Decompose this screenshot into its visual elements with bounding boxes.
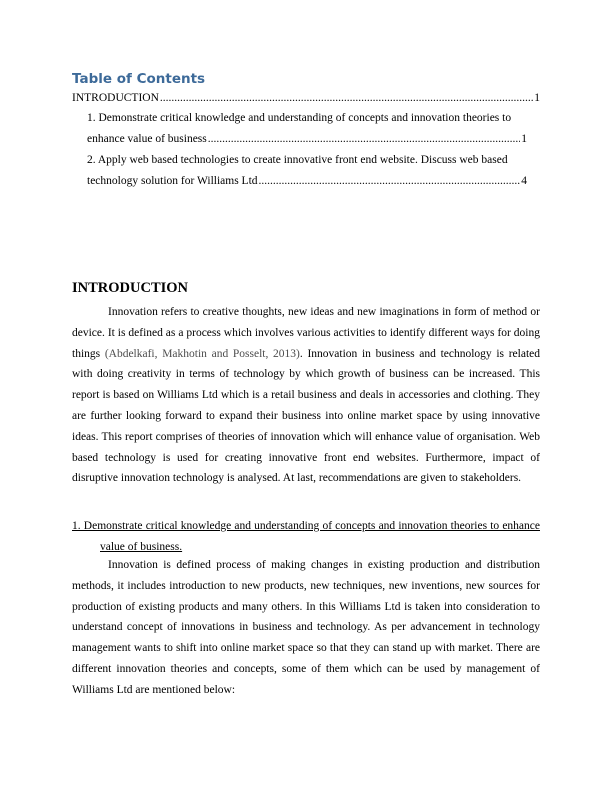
toc-entry-section-1-line-1[interactable]	[87, 111, 540, 125]
intro-text-end: . Innovation in business and technology is related with doing creativity in terms of technology by which growth of business can be increased. This report is based on Williams Ltd which is a retail business and deals in accessories and clothing. They are further looking forward to expand their business into online market space by using innovative ideas. This report comprises of theories of innovation which will enhance value of organisation. Web based technology is used for creating innovative front end websites. Furthermore, impact of disruptive innovation technology is analysed. At last, recommendations are given to stakeholders.	[72, 347, 540, 485]
section-1-paragraph: Innovation is defined process of making changes in existing production and distribution methods, it includes introduction to new products, new techniques, new inventions, new sources for production of existing products and many others. In this Williams Ltd is taken into consideration to understand concept of innovations in business and technology. As per advancement in technology management wants to shift into online market space so that they can stand up with market. There are different innovation theories and concepts, some of them which can be used by management of Williams Ltd are mentioned below:	[72, 559, 540, 696]
toc-entry-section-2-line-1[interactable]	[87, 153, 540, 167]
toc-page-number: 1	[521, 133, 527, 145]
toc-leader-dots	[259, 174, 521, 188]
introduction-paragraph	[72, 302, 540, 489]
intro-text-start: Innovation refers to creative thoughts, new ideas and new imaginations in form of method or device. It is defined as a process which involves various activities to identify different ways for doing things	[72, 306, 540, 360]
toc-entry-introduction[interactable]	[72, 91, 540, 105]
toc-entry-label: technology solution for Williams Ltd	[87, 175, 258, 187]
toc-title: Table of Contents	[72, 71, 206, 87]
toc-entry-label: enhance value of business	[87, 133, 207, 145]
toc-entry-label: 2. Apply web based technologies to create innovative front end website. Discuss web based	[87, 154, 508, 166]
toc-leader-dots	[208, 132, 520, 146]
citation: (Abdelkafi, Makhotin and Posselt, 2013)	[104, 347, 300, 360]
introduction-heading: INTRODUCTION	[72, 280, 189, 296]
section-1-heading: 1. Demonstrate critical knowledge and understanding of concepts and innovation theories to enhance value of business.	[72, 520, 540, 553]
toc-entry-section-1-line-2[interactable]	[87, 132, 527, 146]
toc-page-number: 4	[521, 175, 527, 187]
toc-leader-dots	[160, 91, 533, 105]
toc-entry-label: 1. Demonstrate critical knowledge and understanding of concepts and innovation theories to	[87, 112, 512, 124]
toc-entry-section-2-line-2[interactable]	[87, 174, 527, 188]
toc-entry-label: INTRODUCTION	[72, 92, 159, 104]
toc-page-number: 1	[534, 92, 540, 104]
